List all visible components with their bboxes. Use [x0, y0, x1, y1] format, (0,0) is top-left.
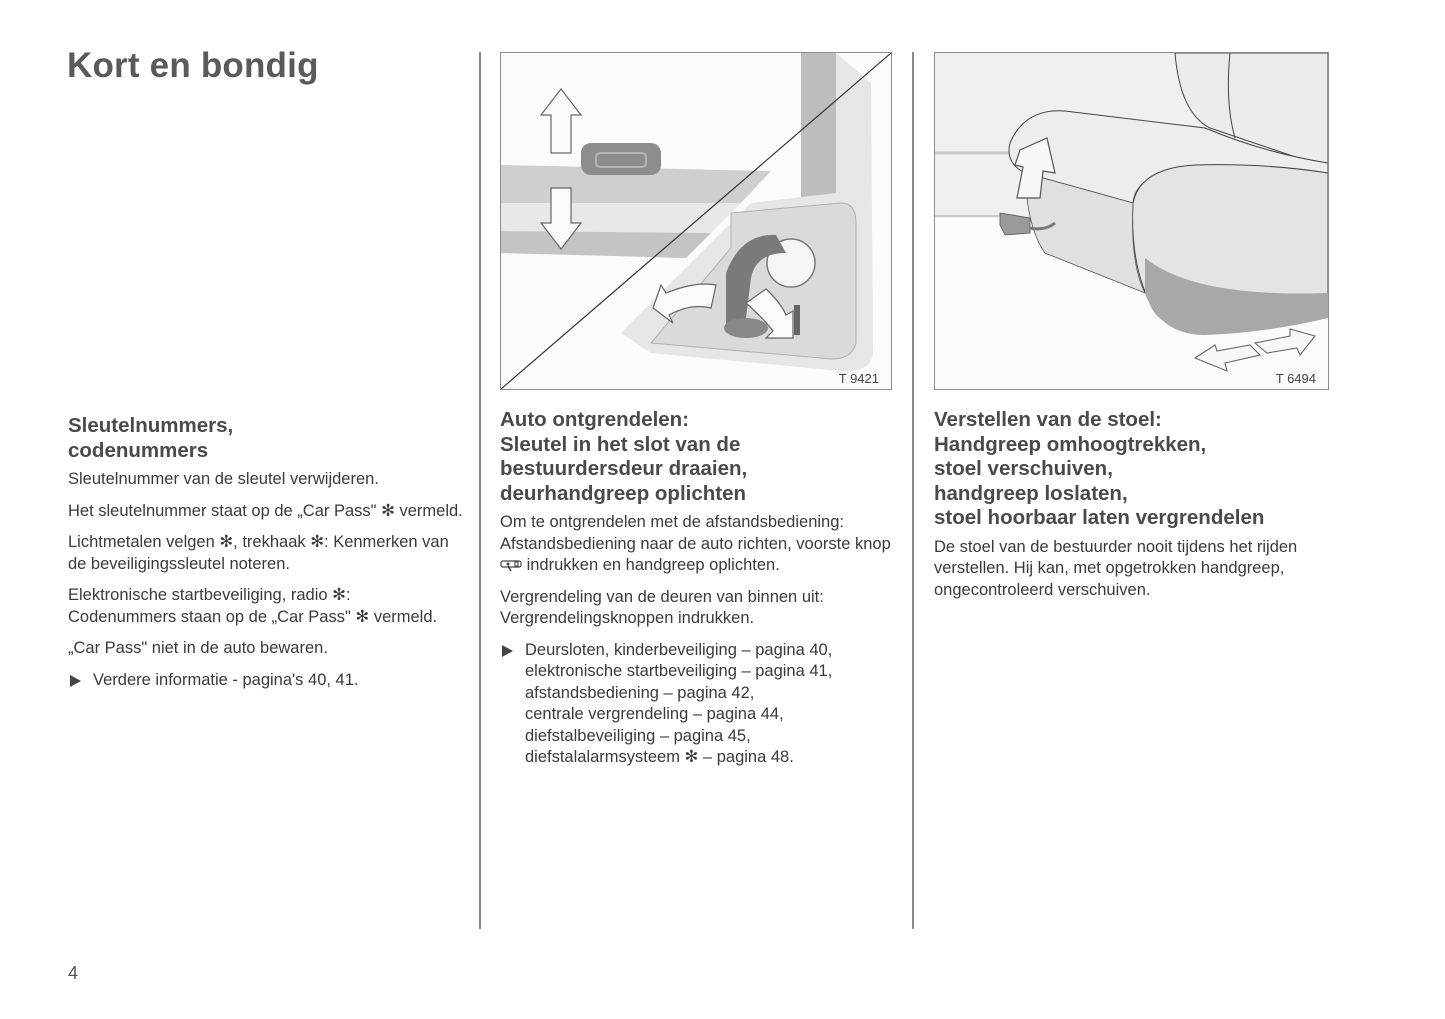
paragraph: Lichtmetalen velgen ✻, trekhaak ✻: Kenmerken van de beveiligingssleutel noteren.	[68, 533, 449, 573]
triangle-bullet-icon	[70, 675, 81, 687]
paragraph: Elektronische startbeveiliging, radio ✻: Codenummers staan op de „Car Pass" ✻ vermeld.	[68, 586, 438, 626]
reference-text: centrale vergrendeling – pagina 44,	[525, 705, 784, 723]
column-divider	[912, 52, 914, 929]
reference-item	[500, 747, 895, 769]
section-heading	[68, 414, 463, 463]
column-divider	[479, 52, 481, 929]
reference-list	[68, 670, 463, 692]
page-title: Kort en bondig	[67, 46, 319, 85]
figure-caption: T 6494	[1275, 371, 1316, 386]
paragraph-text: Om te ontgrendelen met de afstandsbediening: Afstandsbediening naar de auto richten, voorste knop	[500, 513, 891, 553]
section-heading	[500, 408, 895, 506]
heading-line: Sleutel in het slot van de	[500, 432, 741, 456]
heading-line: bestuurdersdeur draaien,	[500, 457, 748, 480]
reference-list	[500, 640, 895, 769]
reference-item	[500, 704, 895, 726]
paragraph: Het sleutelnummer staat op de „Car Pass" ✻ vermeld.	[68, 501, 463, 520]
figure-caption: T 9421	[838, 371, 879, 386]
heading-line: Auto ontgrendelen:	[500, 408, 690, 431]
heading-line: stoel hoorbaar laten vergrendelen	[934, 506, 1265, 529]
paragraph: „Car Pass" niet in de auto bewaren.	[68, 639, 328, 657]
heading-line: codenummers	[68, 438, 209, 462]
door-unlock-illustration	[500, 52, 892, 390]
reference-text: elektronische startbeveiliging – pagina 41,	[525, 662, 833, 680]
seat-adjust-illustration	[934, 52, 1329, 390]
door-handle-drawing	[501, 53, 891, 389]
seat-drawing	[935, 53, 1328, 389]
heading-line: handgreep loslaten,	[934, 481, 1128, 505]
reference-item	[68, 670, 463, 692]
reference-item	[500, 726, 895, 748]
seat-section	[934, 408, 1334, 611]
heading-line: deurhandgreep oplichten	[500, 481, 747, 505]
reference-text: Verdere informatie - pagina's 40, 41.	[93, 670, 359, 689]
reference-item	[500, 683, 895, 705]
section-heading	[934, 408, 1334, 531]
paragraph: Vergrendeling van de deuren van binnen uit: Vergrendelingsknoppen indrukken.	[500, 587, 824, 627]
reference-text: afstandsbediening – pagina 42,	[525, 683, 755, 702]
heading-line: stoel verschuiven,	[934, 457, 1113, 480]
heading-line: Handgreep omhoogtrekken,	[934, 432, 1207, 456]
reference-text: diefstalbeveiliging – pagina 45,	[525, 726, 751, 745]
paragraph: Sleutelnummer van de sleutel verwijderen.	[68, 470, 379, 488]
heading-line: Sleutelnummers,	[68, 414, 234, 437]
triangle-bullet-icon	[502, 645, 513, 657]
page-number: 4	[68, 963, 79, 983]
unlock-section	[500, 408, 895, 769]
reference-text: diefstalalarmsysteem ✻ – pagina 48.	[525, 748, 794, 766]
remote-key-button-icon	[500, 560, 522, 572]
reference-item	[500, 640, 895, 662]
reference-text: Deursloten, kinderbeveiliging – pagina 40,	[525, 640, 833, 659]
keys-section	[68, 414, 463, 691]
paragraph	[500, 512, 895, 577]
paragraph-text: indrukken en handgreep oplichten.	[526, 556, 780, 574]
paragraph: De stoel van de bestuurder nooit tijdens het rijden verstellen. Hij kan, met opgetrokken handgreep, ongecontroleerd verschuiven.	[934, 537, 1298, 599]
reference-item	[500, 661, 895, 683]
heading-line: Verstellen van de stoel:	[934, 408, 1162, 431]
